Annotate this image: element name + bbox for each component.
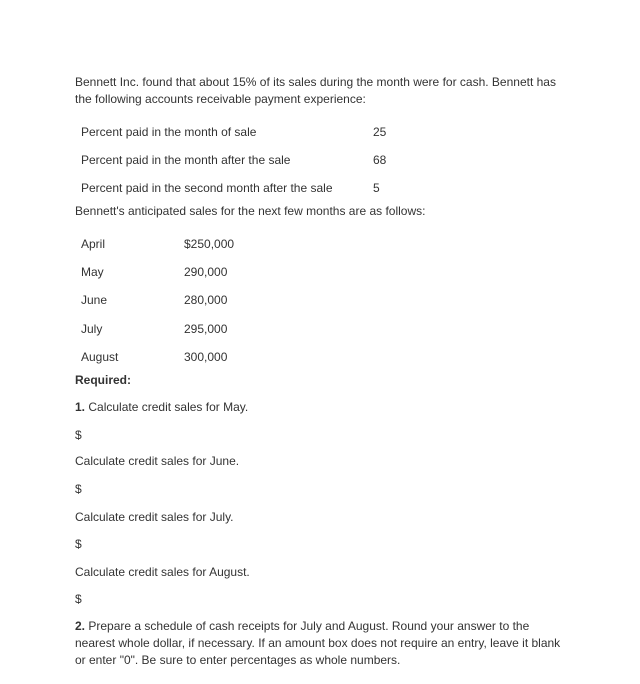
sales-amount: 300,000: [184, 350, 228, 364]
credit-sales-may-input[interactable]: [75, 427, 82, 443]
sales-month: June: [81, 293, 108, 307]
sales-intro: Bennett's anticipated sales for the next few months are as follows:: [75, 204, 426, 218]
sales-month: August: [81, 350, 119, 364]
question-2: [75, 618, 570, 669]
question-number: 2.: [75, 619, 86, 633]
payment-label: Percent paid in the month of sale: [81, 125, 257, 139]
sales-amount: 290,000: [184, 265, 228, 279]
currency-symbol: $: [75, 592, 82, 606]
sales-month: May: [81, 265, 104, 279]
payment-label: Percent paid in the second month after the sale: [81, 181, 333, 195]
sales-amount: $250,000: [184, 237, 235, 251]
currency-symbol: $: [75, 537, 82, 551]
question-1-july: Calculate credit sales for July.: [75, 510, 234, 524]
sales-amount: 295,000: [184, 322, 228, 336]
intro-paragraph: Bennett Inc. found that about 15% of its sales during the month were for cash. Bennett has the following accounts receivable payment experience:: [75, 75, 556, 106]
currency-symbol: $: [75, 428, 82, 442]
sales-amount: 280,000: [184, 293, 228, 307]
required-heading: Required:: [75, 373, 132, 387]
question-number: 1.: [75, 400, 86, 414]
currency-symbol: $: [75, 482, 82, 496]
credit-sales-june-input[interactable]: [75, 481, 82, 497]
payment-label: Percent paid in the month after the sale: [81, 153, 291, 167]
payment-value: 5: [373, 181, 380, 195]
credit-sales-august-input[interactable]: [75, 591, 82, 607]
question-1-june: Calculate credit sales for June.: [75, 454, 240, 468]
credit-sales-july-input[interactable]: [75, 536, 82, 552]
sales-month: July: [81, 322, 103, 336]
sales-month: April: [81, 237, 106, 251]
question-1-may: [75, 399, 248, 415]
payment-value: 25: [373, 125, 387, 139]
question-1-august: Calculate credit sales for August.: [75, 565, 250, 579]
question-text: Calculate credit sales for May.: [88, 400, 249, 414]
payment-value: 68: [373, 153, 387, 167]
question-text: Prepare a schedule of cash receipts for July and August. Round your answer to the nearest whole dollar, if necessary. If an amount box does not require an entry, leave it blank or enter "0". Be sure to enter percentages as whole numbers.: [75, 619, 561, 667]
